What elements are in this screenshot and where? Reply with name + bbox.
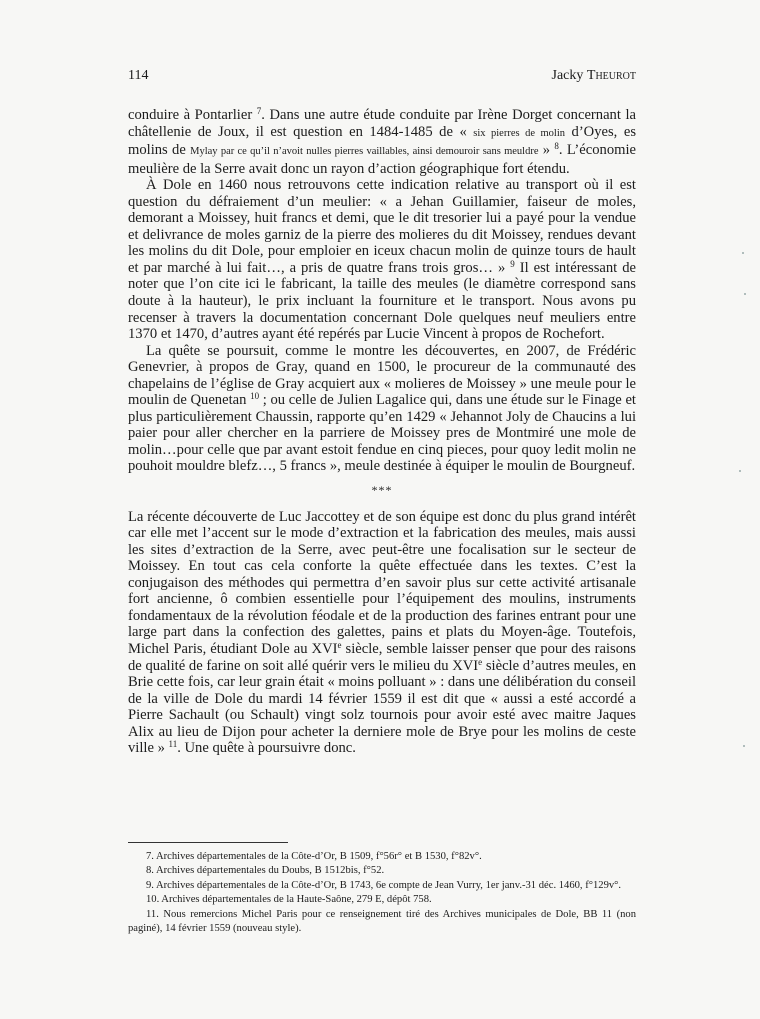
- main-text: [128, 107, 636, 757]
- scan-speck: [742, 252, 744, 254]
- footnotes: [128, 850, 636, 936]
- footnote-7: 7. Archives départementales de la Côte-d’Or, B 1509, f°56r° et B 1530, f°82v°.: [146, 851, 482, 862]
- footnote-ref-11: 11: [168, 739, 178, 750]
- running-header: [128, 68, 636, 84]
- footnote-ref-7: 7: [256, 106, 262, 116]
- footnote-11: 11. Nous remercions Michel Paris pour ce renseignement tiré des Archives municipales de Dole, BB 11 (non paginé), 14 février 1559 (nouveau style).: [128, 908, 636, 935]
- paragraph-3: La quête se poursuit, comme le montre les découvertes, en 2007, de Frédéric Genevrier, à propos de Gray, quand en 1500, le procureur de la communauté des chapelains de l’église de Gray acquiert aux « molieres de Moissey » une meule pour le moulin de Quenetan $^{10}$ ; ou celle de Julien Lagalice qui, dans une étude sur le Finage et plus particulièrement Chaussin, rapporte qu’en 1429 « Jehannot Joly de Chaucins a lui paier pour aller chercher en la parriere de Moissey pres de Montmiré une mole de molin…pour celle que par avant estoit fendue en cinq pieces, pour quoy ledit molin ne pouhoit mouldre blefz…, 5 francs », meule destinée à équiper le moulin de Bourgneuf.: [128, 342, 636, 475]
- footnote-9: 9. Archives départementales de la Côte-d’Or, B 1743, 6e compte de Jean Vurry, 1er janv.-31 déc. 1460, f°129v°.: [146, 879, 622, 891]
- page-number: 114: [128, 68, 149, 83]
- footnote-8: 8. Archives départementales du Doubs, B 1512bis, f°52.: [146, 865, 385, 877]
- footnote-ref-10: 10: [250, 391, 260, 402]
- running-author: Jacky Theurot: [551, 68, 636, 83]
- footnote-ref-9: 9: [510, 258, 515, 269]
- section-separator: ***: [371, 483, 393, 498]
- paragraph-2: À Dole en 1460 nous retrouvons cette indication relative au transport où il est question du défraiement d’un meulier: « a Jehan Guillamier, faiseur de moles, demorant a Moissey, huit francs et demi, que le dit tresorier lui a payé pour la vendue et delivrance de moles garniz de la pierre des molieres du dit Moissey, rendues devant les molins du dit Dole, pour emploier en iceux chacun molin de quinze tours de hault et par marché à lui fait…, a pris de quatre frans trois gros… » $^9$ Il est intéressant de noter que l’on cite ici le fabricant, la taille des meules (le diamètre correspond sans doute à la hauteur), le prix incluant la fourniture et le transport. Nous avons pu recenser à travers la documentation concernant Dole quelques neuf meuliers entre 1370 et 1470, d’autres ayant été repérés par Lucie Vincent à propos de Rochefort.: [128, 177, 636, 343]
- paragraph-1: conduire à Pontarlier $^7$. Dans une autre étude conduite par Irène Dorget concernant la châtellenie de Joux, il est question en 1484-1485 de « six pierres de molin d’Oyes, es molins de Mylay par ce qu’il n’avoit nulles pierres vaillables, ainsi demouroir sans meuldre » $^8$. L’économie meulière de la Serre avait donc un rayon d’action géographique fort étendu.: [128, 106, 637, 177]
- footnote-ref-8: 8: [554, 141, 559, 152]
- footnote-rule: [128, 842, 288, 843]
- scan-speck: [744, 293, 746, 295]
- scan-speck: [743, 745, 745, 747]
- paragraph-4: La récente découverte de Luc Jaccottey et de son équipe est donc du plus grand intérêt car elle met l’accent sur le mode d’extraction et la fabrication des meules, mais aussi les sites d’extraction de la Serre, avec peut-être une focalisation sur le secteur de Moissey. En tout cas cela conforte la quête effectuée dans les textes. C’est la conjugaison des méthodes qui permettra d’en savoir plus sur cette activité artisanale fort ancienne, ô combien essentielle pour l’équipement des moulins, instruments fondamentaux de la révolution féodale et de la production des farines entrant pour une large part dans la confection des galettes, pains et plats du Moyen-âge. Toutefois, Michel Paris, étudiant Dole au XVIe siècle, semble laisser penser que pour des raisons de qualité de farine on soit allé quérir vers le milieu du XVIe siècle d’autres meules, en Brie cette fois, car leur grain était « moins polluant » : dans une délibération du conseil de la ville de Dole du mardi 14 février 1559 il est dit que « aussi a esté accordé a Pierre Sachault (ou Schault) vingt solz tournois pour avoir esté avec maitre Jaques Alix au lieu de Dijon pour acheter la derniere mole de Brye pour les molins de ceste ville » $^{11}$. Une quête à poursuivre donc.: [128, 508, 637, 757]
- scan-speck: [739, 470, 741, 472]
- footnote-10: 10. Archives départementales de la Haute-Saône, 279 E, dépôt 758.: [146, 894, 432, 906]
